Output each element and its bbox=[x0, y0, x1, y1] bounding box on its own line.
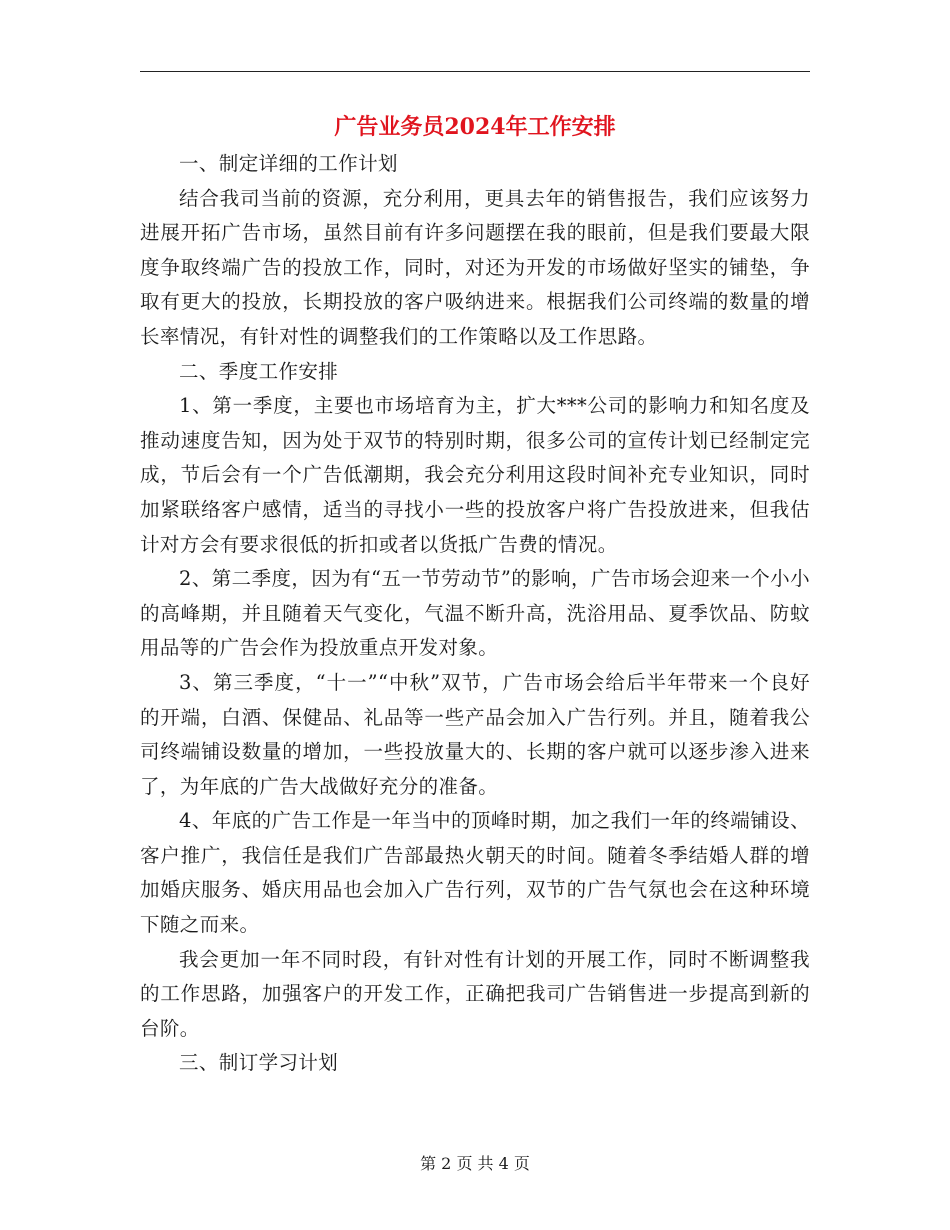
paragraph-q1: 1、第一季度，主要也市场培育为主，扩大***公司的影响力和知名度及推动速度告知，因为处于双节的特别时期，很多公司的宣传计划已经制定完成，节后会有一个广告低潮期，我会充分利用这段时间补充专业知识，同时加紧联络客户感情，适当的寻找小一些的投放客户将广告投放进来，但我估计对方会有要求很低的折扣或者以货抵广告费的情况。 bbox=[140, 394, 810, 556]
paragraph-q3: 3、第三季度，“十一”“中秋”双节，广告市场会给后半年带来一个良好的开端，白酒、保健品、礼品等一些产品会加入广告行列。并且，随着我公司终端铺设数量的增加，一些投放量大的、长期的客户就可以逐步渗入进来了，为年底的广告大战做好充分的准备。 bbox=[140, 670, 810, 798]
paragraph-year-end: 4、年底的广告工作是一年当中的顶峰时期，加之我们一年的终端铺设、客户推广，我信任是我们广告部最热火朝天的时间。随着冬季结婚人群的增加婚庆服务、婚庆用品也会加入广告行列，双节的广告气氛也会在这种环境下随之而来。 bbox=[140, 809, 810, 937]
page-footer bbox=[140, 1153, 810, 1175]
page-number-label: 第 2 页 共 4 页 bbox=[420, 1154, 530, 1173]
section-heading-quarterly: 二、季度工作安排 bbox=[179, 359, 339, 383]
document-title: 广告业务员2024年工作安排 bbox=[334, 114, 616, 140]
section-heading-plan: 一、制定详细的工作计划 bbox=[179, 152, 398, 175]
document-body bbox=[140, 147, 810, 1081]
paragraph-q2: 2、第二季度，因为有“五一节劳动节”的影响，广告市场会迎来一个小小的高峰期，并且随着天气变化，气温不断升高，洗浴用品、夏季饮品、防蚊用品等的广告会作为投放重点开发对象。 bbox=[140, 567, 810, 660]
paragraph-summary: 我会更加一年不同时段，有针对性有计划的开展工作，同时不断调整我的工作思路，加强客户的开发工作，正确把我司广告销售进一步提高到新的台阶。 bbox=[140, 947, 810, 1040]
section-heading-study: 三、制订学习计划 bbox=[179, 1051, 339, 1075]
paragraph-plan-details: 结合我司当前的资源，充分利用，更具去年的销售报告，我们应该努力进展开拓广告市场，虽然目前有许多问题摆在我的眼前，但是我们要最大限度争取终端广告的投放工作，同时，对还为开发的市场做好坚实的铺垫，争取有更大的投放，长期投放的客户吸纳进来。根据我们公司终端的数量的增长率情况，有针对性的调整我们的工作策略以及工作思路。 bbox=[140, 186, 810, 348]
header-rule bbox=[140, 71, 810, 72]
